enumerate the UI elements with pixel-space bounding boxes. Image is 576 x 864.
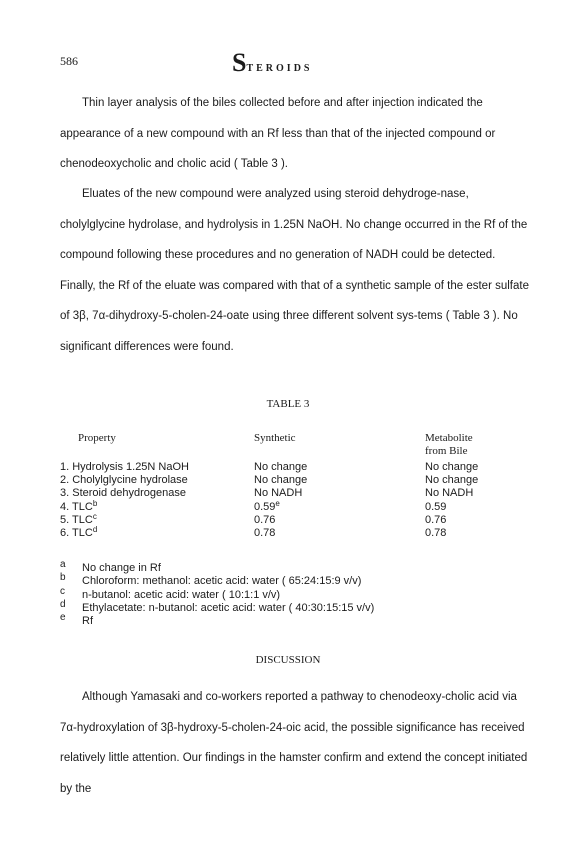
paragraph-discussion: Although Yamasaki and co-workers reported a pathway to chenodeoxy-cholic acid via 7α-hydroxylation of 3β-hydroxy-5-cholen-24-oic acid, the possible significance has received relatively little attention. Our findings in the hamster confirm and extend the concept initiated by the [60, 691, 528, 795]
journal-title-rest: teroids [246, 60, 313, 75]
section-heading-discussion: DISCUSSION [255, 654, 321, 666]
table-header-metabolite-line1: Metabolite [425, 432, 473, 444]
table-cell-metabolite: 0.59 [425, 500, 447, 513]
footnote-ref: e [275, 498, 280, 508]
paragraph-tlc-analysis: Thin layer analysis of the biles collected before and after injection indicated the appearance of a new compound with an Rf less than that of the injected compound or chenodeoxycholic and cholic acid ( Table 3 ). [60, 97, 496, 170]
table-cell-synthetic: 0.59e [254, 498, 280, 513]
table-cell-property: 3. Steroid dehydrogenase [60, 487, 186, 500]
table-cell-metabolite: 0.78 [425, 526, 447, 539]
table-header-metabolite-line2: from Bile [425, 445, 468, 457]
table-cell-property: 2. Cholylglycine hydrolase [60, 474, 188, 487]
table-header-metabolite [425, 432, 473, 458]
footnote-ref: c [92, 511, 97, 521]
table-cell-metabolite: No NADH [425, 487, 474, 500]
footnote-ref: d [92, 524, 98, 534]
table-cell-synthetic: No change [254, 461, 308, 473]
table-cell-metabolite: No change [425, 461, 479, 473]
table-cell-metabolite: No change [425, 474, 479, 487]
journal-title [232, 48, 312, 78]
table-column-metabolite [425, 461, 478, 540]
table-header-property: Property [78, 432, 116, 444]
paragraph-eluates: Eluates of the new compound were analyzed using steroid dehydroge-nase, cholylglycine hydrolase, and hydrolysis in 1.25N NaOH. No change occurred in the Rf of the compound following these procedures and no generation of NADH could be detected. Finally, the Rf of the eluate was compared with that of a synthetic sample of the ester sulfate of 3β, 7α-dihydroxy-5-cholen-24-oate using three different solvent sys-tems ( Table 3 ). No significant differences were found. [60, 188, 529, 353]
table-cell-property: 6. TLC$^d$ [60, 524, 98, 539]
journal-title-initial: S [232, 48, 247, 77]
table-title: TABLE 3 [266, 398, 310, 410]
table-column-property [60, 461, 189, 540]
table-cell-property: 5. TLC$^c$ [60, 511, 97, 526]
table-cell-synthetic: No NADH [254, 487, 303, 500]
footnote-ref: b [92, 498, 98, 508]
table-cell-synthetic: 0.78 [254, 526, 276, 539]
table-cell-property: 1. Hydrolysis 1.25N NaOH [60, 461, 189, 473]
table-cell-synthetic: 0.76 [254, 513, 276, 526]
table-cell-property: 4. TLC$^b$ [60, 498, 98, 513]
table-cell-metabolite: 0.76 [425, 513, 447, 526]
page-number: 586 [60, 54, 78, 68]
table-column-synthetic [254, 461, 307, 540]
table-header-synthetic: Synthetic [254, 432, 296, 444]
table-cell-synthetic: No change [254, 474, 308, 487]
